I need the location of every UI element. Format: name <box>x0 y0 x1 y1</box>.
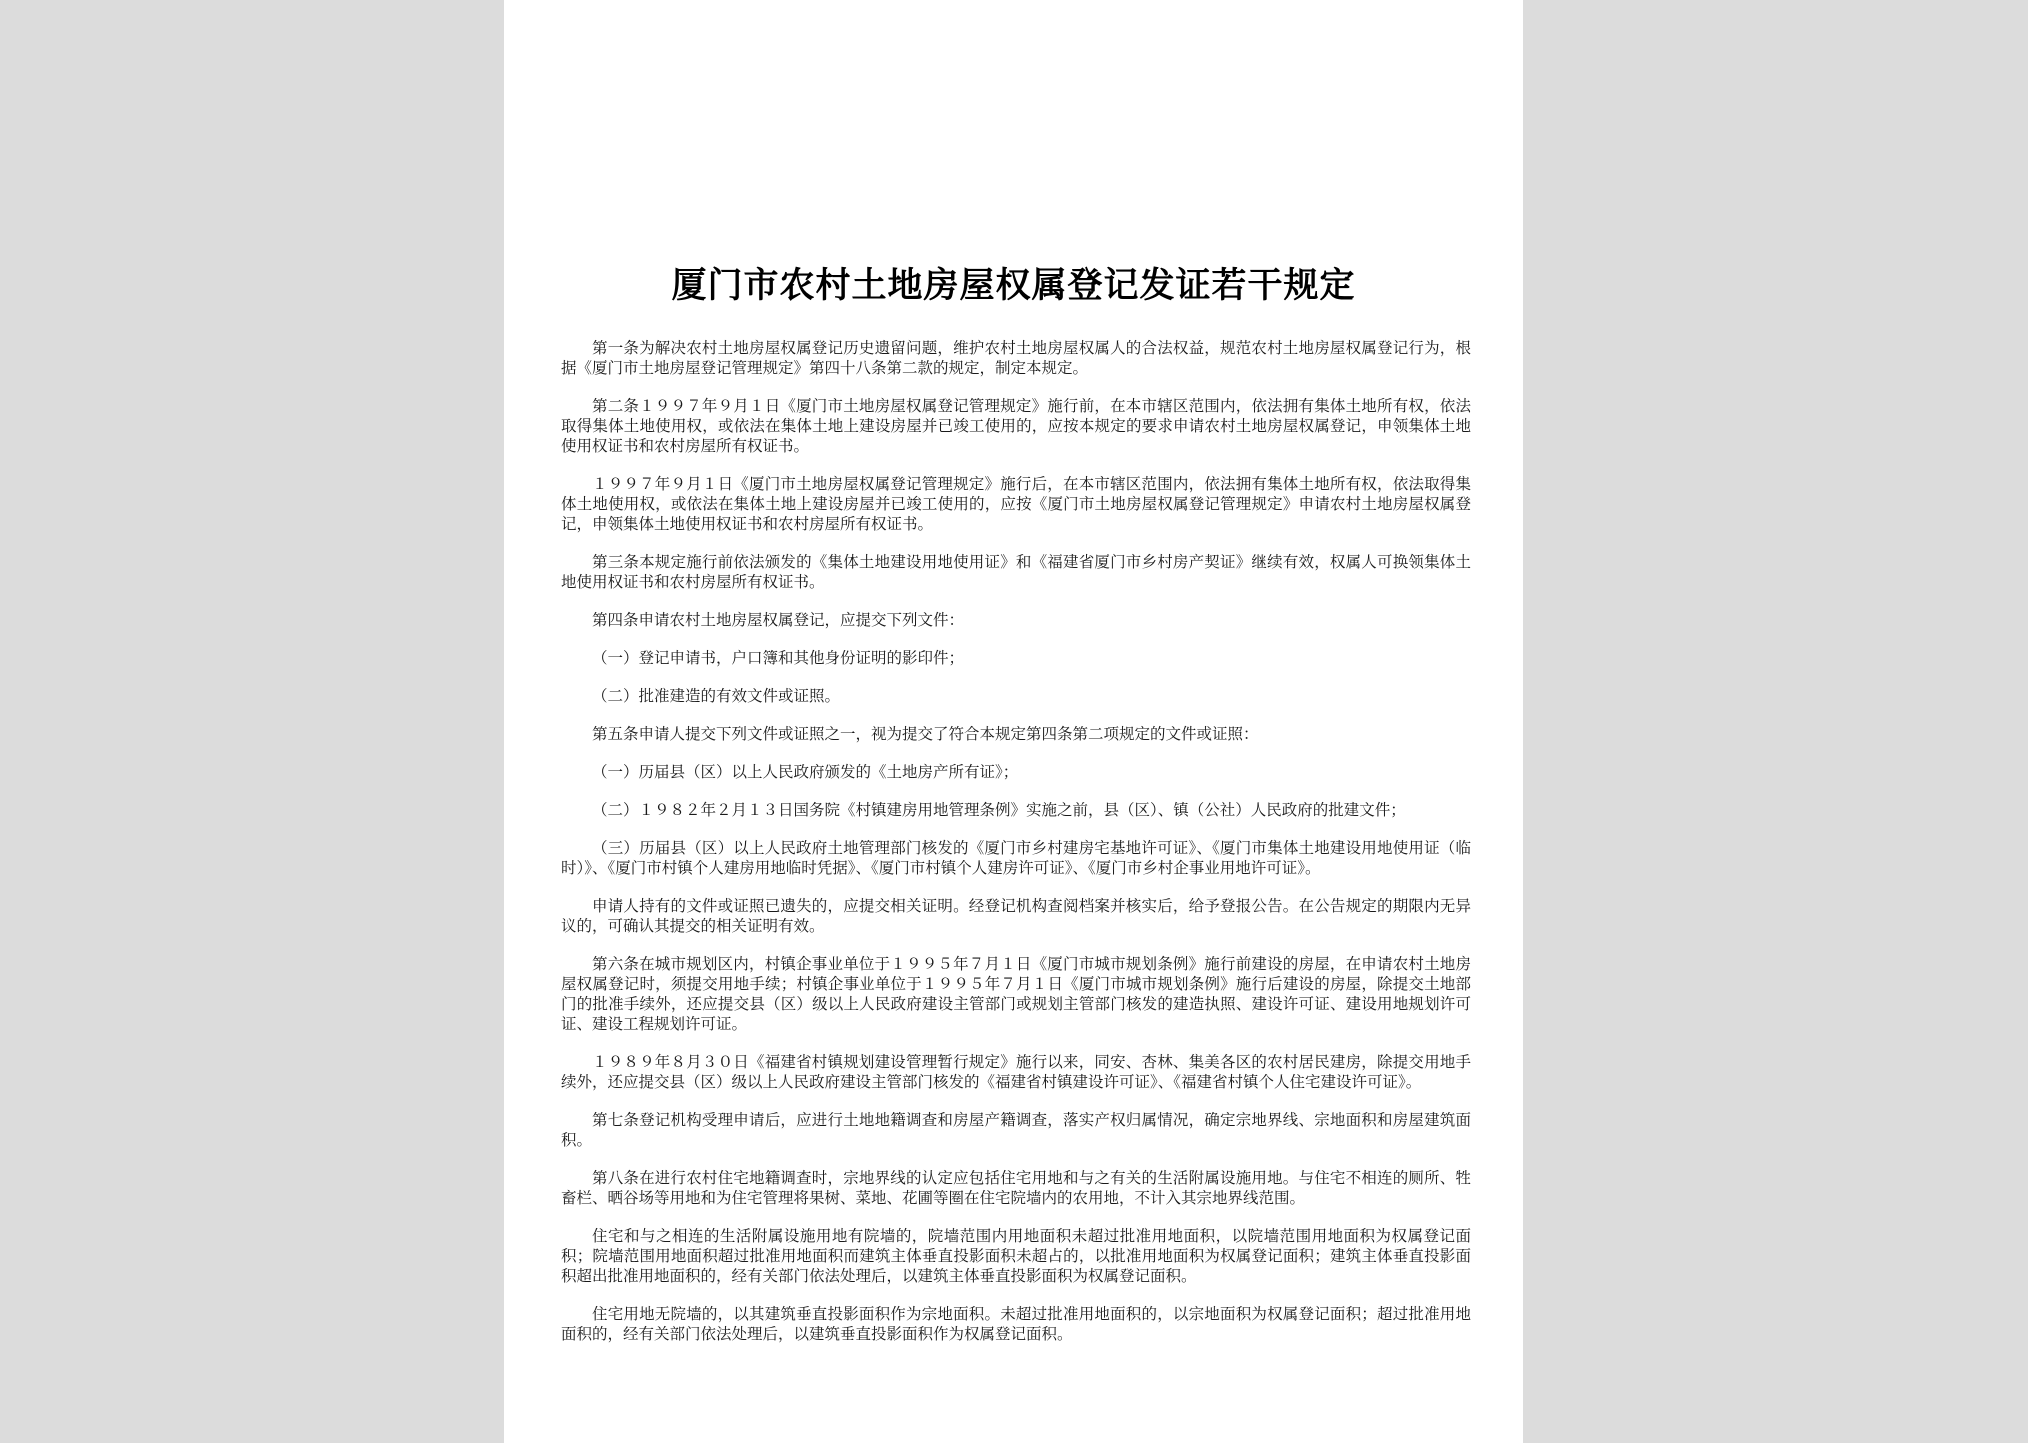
paragraph: 第四条申请农村土地房屋权属登记，应提交下列文件： <box>592 611 965 629</box>
paragraph: （二）批准建造的有效文件或证照。 <box>592 687 841 705</box>
document-body <box>561 338 1471 1362</box>
paragraph: １９８９年８月３０日《福建省村镇规划建设管理暂行规定》施行以来，同安、杏林、集美各区的农村居民建房，除提交用地手续外，还应提交县（区）级以上人民政府建设主管部门核发的《福建省村镇建设许可证》、《福建省村镇个人住宅建设许可证》。 <box>561 1053 1471 1091</box>
document-title: 厦门市农村土地房屋权属登记发证若干规定 <box>671 265 1356 306</box>
paragraph: 住宅和与之相连的生活附属设施用地有院墙的，院墙范围内用地面积未超过批准用地面积，以院墙范围用地面积为权属登记面积；院墙范围用地面积超过批准用地面积而建筑主体垂直投影面积未超占的，以批准用地面积为权属登记面积；建筑主体垂直投影面积超出批准用地面积的，经有关部门依法处理后，以建筑主体垂直投影面积为权属登记面积。 <box>561 1227 1471 1285</box>
paragraph: 第六条在城市规划区内，村镇企事业单位于１９９５年７月１日《厦门市城市规划条例》施行前建设的房屋，在申请农村土地房屋权属登记时，须提交用地手续；村镇企事业单位于１９９５年７月１日《厦门市城市规划条例》施行后建设的房屋，除提交土地部门的批准手续外，还应提交县（区）级以上人民政府建设主管部门或规划主管部门核发的建造执照、建设许可证、建设用地规划许可证、建设工程规划许可证。 <box>561 955 1471 1033</box>
document-page <box>504 0 1523 1443</box>
paragraph: 第三条本规定施行前依法颁发的《集体土地建设用地使用证》和《福建省厦门市乡村房产契证》继续有效，权属人可换领集体土地使用权证书和农村房屋所有权证书。 <box>561 553 1471 591</box>
paragraph: 第一条为解决农村土地房屋权属登记历史遗留问题，维护农村土地房屋权属人的合法权益，规范农村土地房屋权属登记行为，根据《厦门市土地房屋登记管理规定》第四十八条第二款的规定，制定本规定。 <box>561 339 1471 377</box>
paragraph: （三）历届县（区）以上人民政府土地管理部门核发的《厦门市乡村建房宅基地许可证》、《厦门市集体土地建设用地使用证（临时）》、《厦门市村镇个人建房用地临时凭据》、《厦门市村镇个人建房许可证》、《厦门市乡村企事业用地许可证》。 <box>561 839 1471 877</box>
paragraph: 第八条在进行农村住宅地籍调查时，宗地界线的认定应包括住宅用地和与之有关的生活附属设施用地。与住宅不相连的厕所、牲畜栏、晒谷场等用地和为住宅管理将果树、菜地、花圃等圈在住宅院墙内的农用地，不计入其宗地界线范围。 <box>561 1169 1471 1207</box>
paragraph: 第七条登记机构受理申请后，应进行土地地籍调查和房屋产籍调查，落实产权归属情况，确定宗地界线、宗地面积和房屋建筑面积。 <box>561 1111 1471 1149</box>
paragraph: （二）１９８２年２月１３日国务院《村镇建房用地管理条例》实施之前，县（区）、镇（公社）人民政府的批建文件； <box>592 801 1406 819</box>
paragraph: 住宅用地无院墙的，以其建筑垂直投影面积作为宗地面积。未超过批准用地面积的，以宗地面积为权属登记面积；超过批准用地面积的，经有关部门依法处理后，以建筑垂直投影面积作为权属登记面积。 <box>561 1305 1471 1343</box>
paragraph: 第五条申请人提交下列文件或证照之一，视为提交了符合本规定第四条第二项规定的文件或证照： <box>592 725 1259 743</box>
paragraph: 第二条１９９７年９月１日《厦门市土地房屋权属登记管理规定》施行前，在本市辖区范围内，依法拥有集体土地所有权，依法取得集体土地使用权，或依法在集体土地上建设房屋并已竣工使用的，应按本规定的要求申请农村土地房屋权属登记，申领集体土地使用权证书和农村房屋所有权证书。 <box>561 397 1471 455</box>
paragraph: （一）登记申请书，户口簿和其他身份证明的影印件； <box>592 649 965 667</box>
paragraph: １９９７年９月１日《厦门市土地房屋权属登记管理规定》施行后，在本市辖区范围内，依法拥有集体土地所有权，依法取得集体土地使用权，或依法在集体土地上建设房屋并已竣工使用的，应按《厦门市土地房屋权属登记管理规定》申请农村土地房屋权属登记，申领集体土地使用权证书和农村房屋所有权证书。 <box>561 475 1471 533</box>
paragraph: 申请人持有的文件或证照已遗失的，应提交相关证明。经登记机构查阅档案并核实后，给予登报公告。在公告规定的期限内无异议的，可确认其提交的相关证明有效。 <box>561 897 1471 935</box>
paragraph: （一）历届县（区）以上人民政府颁发的《土地房产所有证》； <box>592 763 1019 781</box>
